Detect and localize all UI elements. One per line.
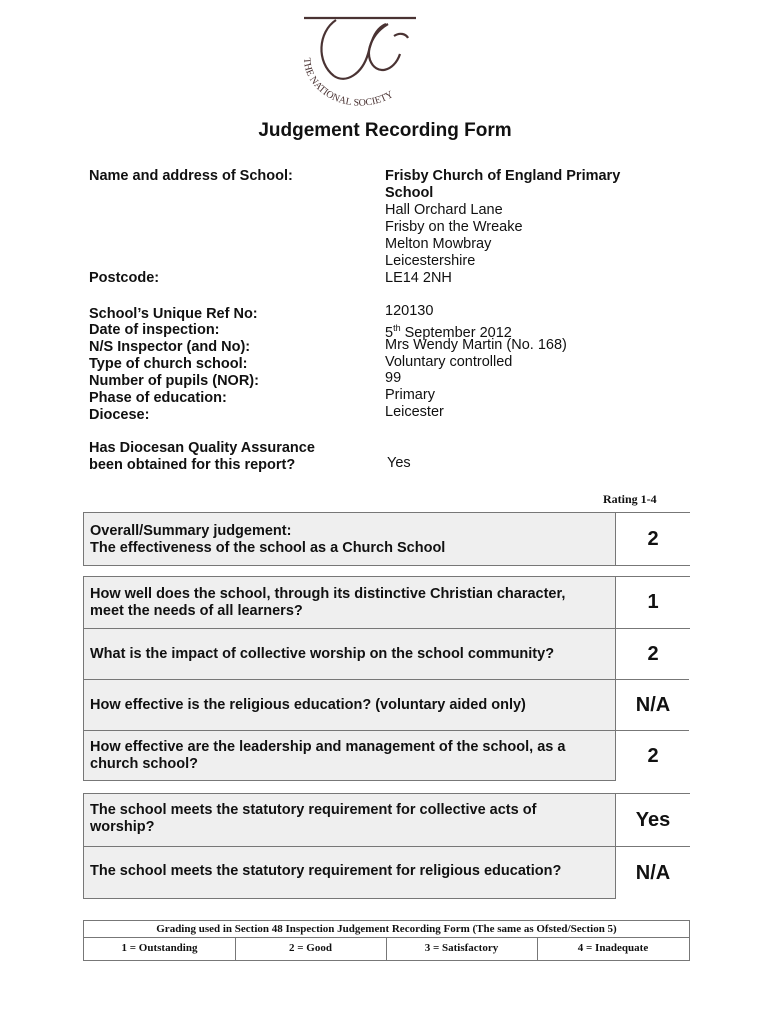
- address-line: Frisby on the Wreake: [385, 219, 523, 235]
- grading-cell: 3 = Satisfactory: [424, 942, 499, 954]
- address-line: Hall Orchard Lane: [385, 202, 503, 218]
- overall-line2: The effectiveness of the school as a Church School: [90, 540, 446, 556]
- inspector-value: Mrs Wendy Martin (No. 168): [385, 337, 567, 353]
- postcode-label: Postcode:: [89, 270, 160, 286]
- statutory-row: [84, 794, 689, 846]
- pupils-label: Number of pupils (NOR):: [89, 373, 259, 389]
- date-suffix: th: [393, 323, 401, 333]
- statutory-text: The school meets the statutory requirement for religious education?: [90, 863, 562, 879]
- grading-cell: 4 = Inadequate: [577, 942, 649, 954]
- school-name-line2: School: [385, 185, 434, 201]
- question-rating: 2: [615, 629, 690, 680]
- statutory-row: [84, 846, 689, 899]
- question-text: How well does the school, through its distinctive Christian character,: [90, 586, 566, 602]
- address-line: Melton Mowbray: [385, 236, 492, 252]
- qa-label-line2: been obtained for this report?: [89, 457, 296, 473]
- postcode-value: LE14 2NH: [385, 270, 452, 286]
- svg-text:THE NATIONAL SOCIETY: [301, 57, 395, 108]
- question-rating: 1: [615, 577, 690, 628]
- grading-table: [83, 920, 690, 961]
- question-row: [84, 577, 689, 628]
- grading-cell: 2 = Good: [289, 942, 332, 954]
- question-text: How effective is the religious education? (voluntary aided only): [90, 697, 526, 713]
- diocese-value: Leicester: [385, 404, 444, 420]
- address-line: Leicestershire: [385, 253, 476, 269]
- question-text: church school?: [90, 756, 198, 772]
- question-text: meet the needs of all learners?: [90, 603, 303, 619]
- question-text: How effective are the leadership and management of the school, as a: [90, 739, 566, 755]
- statutory-text: The school meets the statutory requirement for collective acts of: [90, 802, 537, 818]
- national-society-logo: [296, 14, 420, 114]
- logo-text: THE NATIONAL SOCIETY: [300, 57, 396, 109]
- phase-label: Phase of education:: [89, 390, 227, 406]
- statutory-box: [83, 793, 690, 899]
- statutory-text: worship?: [90, 819, 155, 835]
- ref-value: 120130: [385, 303, 434, 319]
- inspector-label: N/S Inspector (and No):: [89, 339, 251, 355]
- rating-header: Rating 1-4: [603, 492, 657, 506]
- statutory-rating: Yes: [615, 794, 690, 846]
- question-rating: 2: [615, 731, 690, 781]
- date-day: 5: [385, 324, 394, 341]
- type-value: Voluntary controlled: [385, 354, 513, 370]
- school-name-label: Name and address of School:: [89, 168, 293, 184]
- grading-cell: 1 = Outstanding: [121, 942, 198, 954]
- question-row: [84, 679, 689, 731]
- type-label: Type of church school:: [89, 356, 248, 372]
- overall-line1: Overall/Summary judgement:: [90, 523, 292, 539]
- school-name-line1: Frisby Church of England Primary: [385, 168, 621, 184]
- qa-value: Yes: [387, 455, 411, 471]
- diocese-label: Diocese:: [89, 407, 150, 423]
- pupils-value: 99: [385, 370, 402, 386]
- question-row: [84, 628, 689, 680]
- statutory-rating: N/A: [615, 847, 690, 899]
- questions-box: [83, 576, 690, 781]
- qa-label-line1: Has Diocesan Quality Assurance: [89, 440, 315, 456]
- question-text: What is the impact of collective worship on the school community?: [90, 646, 555, 662]
- phase-value: Primary: [385, 387, 435, 403]
- overall-rating: 2: [615, 513, 690, 565]
- question-rating: N/A: [615, 680, 690, 731]
- grading-caption: Grading used in Section 48 Inspection Judgement Recording Form (The same as Ofsted/Section 5): [156, 923, 617, 935]
- overall-judgement-box: [83, 512, 690, 566]
- page-title: Judgement Recording Form: [258, 120, 512, 141]
- question-row: [84, 730, 689, 781]
- ref-label: School’s Unique Ref No:: [89, 306, 258, 322]
- date-label: Date of inspection:: [89, 322, 220, 338]
- date-rest: September 2012: [400, 324, 512, 341]
